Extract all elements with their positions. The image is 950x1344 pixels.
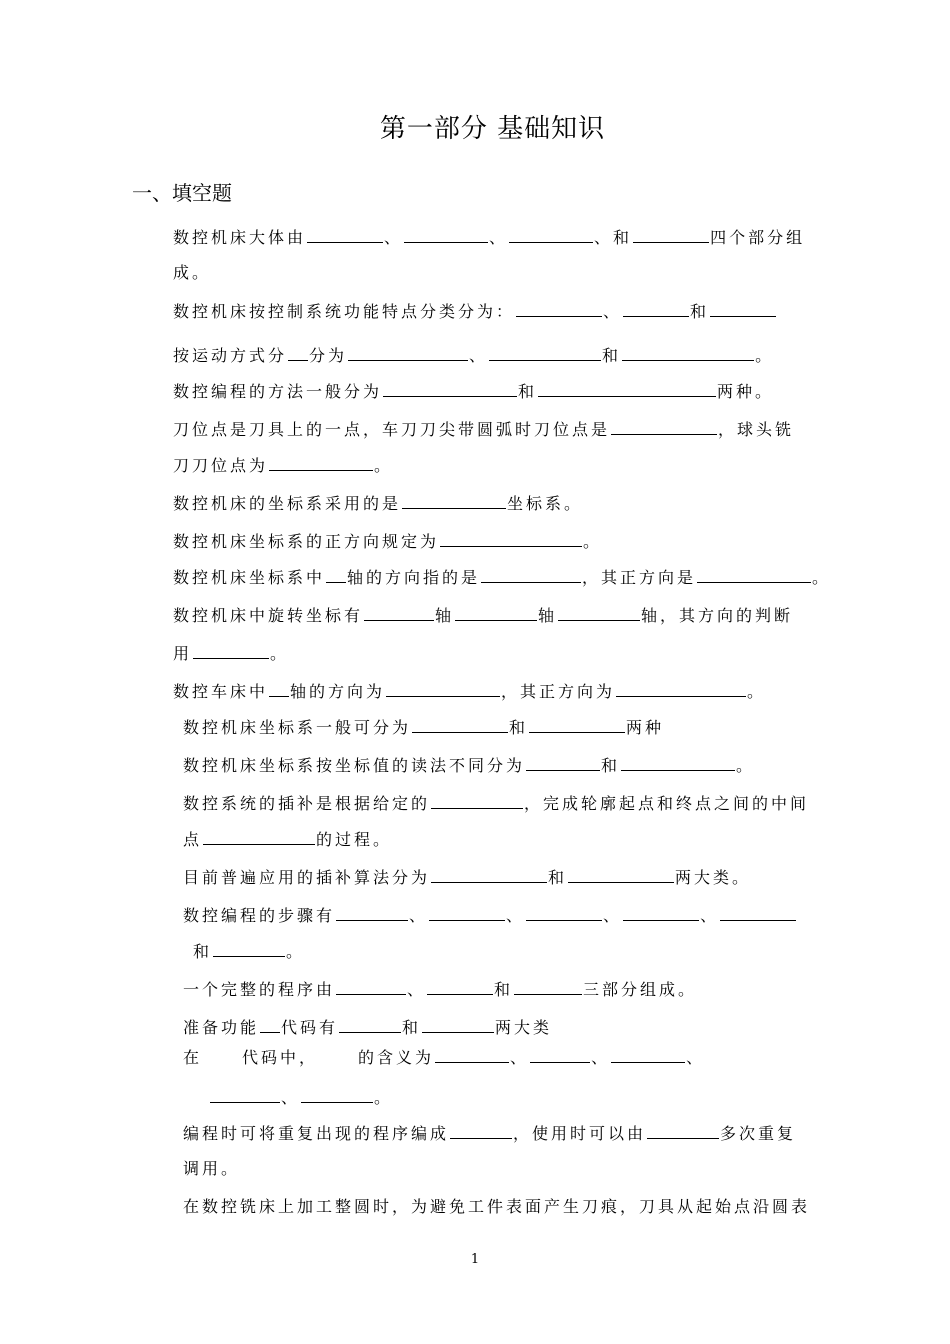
answer-blank[interactable]	[386, 680, 500, 697]
question-text: 调用。	[183, 1159, 241, 1178]
question-line	[183, 754, 755, 777]
answer-blank[interactable]	[516, 300, 602, 317]
question-text: 三部分组成。	[583, 980, 698, 999]
question-text: 、	[510, 1048, 530, 1067]
answer-blank[interactable]	[422, 1016, 494, 1033]
answer-blank[interactable]	[633, 226, 709, 243]
question-line	[183, 1158, 240, 1180]
answer-blank[interactable]	[213, 940, 285, 957]
question-text: 轴的方向指的是	[347, 568, 481, 587]
question-text: 用	[173, 644, 193, 663]
question-line	[173, 454, 393, 477]
question-text: 数控机床的坐标系采用的是	[173, 494, 402, 513]
question-text: 和	[193, 942, 213, 961]
answer-blank[interactable]	[431, 792, 523, 809]
answer-blank[interactable]	[404, 226, 488, 243]
question-line	[183, 904, 797, 927]
page-number: 1	[470, 1252, 480, 1267]
answer-blank[interactable]	[611, 1046, 685, 1063]
answer-blank[interactable]	[489, 344, 601, 361]
question-text: 、和	[594, 228, 633, 247]
answer-blank[interactable]	[697, 566, 811, 583]
question-text: 刀位点是刀具上的一点，车刀刀尖带圆弧时刀位点是	[173, 420, 611, 439]
question-text: 、	[603, 906, 623, 925]
question-line	[173, 344, 774, 367]
question-text: 数控机床中旋转坐标有	[173, 606, 364, 625]
question-text: 、	[469, 346, 489, 365]
question-line	[209, 1086, 393, 1109]
question-line	[173, 300, 777, 323]
question-text: 、	[603, 302, 623, 321]
question-text: 两种	[626, 718, 665, 737]
answer-blank[interactable]	[269, 454, 373, 471]
answer-blank[interactable]	[339, 1016, 401, 1033]
question-text: 编程时可将重复出现的程序编成	[183, 1124, 450, 1143]
question-text: 两大类	[495, 1018, 553, 1037]
question-line	[183, 1122, 796, 1145]
question-text: 、	[489, 228, 509, 247]
question-line	[183, 978, 697, 1001]
question-line	[173, 226, 805, 249]
answer-blank[interactable]	[538, 380, 716, 397]
question-line	[183, 828, 392, 851]
answer-blank[interactable]	[514, 978, 582, 995]
question-text: 多次重复	[720, 1124, 797, 1143]
answer-blank[interactable]	[348, 344, 468, 361]
question-line	[173, 492, 583, 515]
question-text: 。	[747, 682, 767, 701]
question-text: 数控机床坐标系按坐标值的读法不同分为	[183, 756, 526, 775]
question-line	[173, 380, 774, 403]
question-text: 和	[602, 346, 622, 365]
question-text: 数控机床大体由	[173, 228, 307, 247]
question-text: ，使用时可以由	[513, 1124, 647, 1143]
question-line	[183, 792, 809, 815]
question-text: 分为	[309, 346, 348, 365]
question-text: 四个部分组	[710, 228, 806, 247]
question-text: ，完成轮廓起点和终点之间的中间	[524, 794, 810, 813]
question-text: 和	[601, 756, 621, 775]
answer-blank[interactable]	[412, 716, 508, 733]
question-line	[173, 418, 794, 441]
answer-blank[interactable]	[336, 978, 406, 995]
question-text: 和	[548, 868, 568, 887]
section-heading: 一、填空题	[132, 181, 232, 205]
question-text: 两大类。	[675, 868, 752, 887]
answer-blank[interactable]	[455, 604, 537, 621]
question-text: 、	[700, 906, 720, 925]
question-text: 和	[518, 382, 538, 401]
answer-blank[interactable]	[450, 1122, 512, 1139]
answer-blank[interactable]	[568, 866, 674, 883]
answer-blank[interactable]	[526, 754, 600, 771]
question-text: 数控编程的步骤有	[183, 906, 336, 925]
question-text: 、	[281, 1088, 301, 1107]
question-text: 、	[384, 228, 404, 247]
question-line	[183, 1196, 810, 1218]
question-text: 数控系统的插补是根据给定的	[183, 794, 431, 813]
question-text: 、	[506, 906, 526, 925]
question-text: 数控车床中	[173, 682, 269, 701]
question-text: 轴的方向为	[290, 682, 386, 701]
question-text: 、	[407, 980, 427, 999]
question-line	[173, 530, 602, 553]
answer-blank[interactable]	[440, 530, 582, 547]
question-text: 。	[736, 756, 756, 775]
question-text: 在	[183, 1048, 203, 1067]
question-text: 在数控铣床上加工整圆时，为避免工件表面产生刀痕，刀具从起始点沿圆表	[183, 1197, 811, 1216]
question-line	[173, 262, 211, 284]
answer-blank[interactable]	[530, 1046, 590, 1063]
question-text: 和	[509, 718, 529, 737]
question-text: 、	[409, 906, 429, 925]
question-text: 代码有	[281, 1018, 339, 1037]
question-line	[183, 1016, 552, 1039]
question-text: 数控编程的方法一般分为	[173, 382, 383, 401]
answer-blank[interactable]	[611, 418, 717, 435]
question-line	[173, 680, 766, 703]
question-text: 按运动方式分	[173, 346, 288, 365]
answer-blank[interactable]	[383, 380, 517, 397]
question-text: 数控机床按控制系统功能特点分类分为：	[173, 302, 516, 321]
answer-blank[interactable]	[647, 1122, 719, 1139]
question-text: 和	[402, 1018, 422, 1037]
question-line	[183, 866, 751, 889]
question-line	[173, 566, 831, 589]
answer-blank[interactable]	[336, 904, 408, 921]
question-text: 的过程。	[316, 830, 393, 849]
answer-blank[interactable]	[427, 978, 493, 995]
answer-blank[interactable]	[623, 904, 699, 921]
question-text: 数控机床坐标系一般可分为	[183, 718, 412, 737]
answer-blank[interactable]	[720, 904, 796, 921]
answer-blank[interactable]	[435, 1046, 509, 1063]
question-text: 数控机床坐标系中	[173, 568, 326, 587]
question-text: 刀刀位点为	[173, 456, 269, 475]
question-text: ，其正方向为	[501, 682, 616, 701]
answer-blank[interactable]	[481, 566, 581, 583]
question-text: 准备功能	[183, 1018, 260, 1037]
question-text: ，其正方向是	[582, 568, 697, 587]
question-text: 轴	[435, 606, 455, 625]
question-text: 成。	[173, 263, 212, 282]
answer-blank[interactable]	[710, 300, 776, 317]
question-text: 目前普遍应用的插补算法分为	[183, 868, 431, 887]
answer-blank[interactable]	[431, 866, 547, 883]
question-text: 的含义为	[358, 1048, 435, 1067]
question-text: 。	[812, 568, 832, 587]
answer-blank[interactable]	[509, 226, 593, 243]
answer-blank[interactable]	[260, 1016, 280, 1033]
answer-blank[interactable]	[210, 1086, 280, 1103]
question-text: 两种。	[717, 382, 775, 401]
answer-blank[interactable]	[429, 904, 505, 921]
answer-blank[interactable]	[402, 492, 506, 509]
question-text: 。	[583, 532, 603, 551]
question-text: 轴	[538, 606, 558, 625]
question-text: 、	[591, 1048, 611, 1067]
answer-blank[interactable]	[203, 828, 315, 845]
answer-blank[interactable]	[622, 344, 754, 361]
question-text: 一个完整的程序由	[183, 980, 336, 999]
question-text: 。	[286, 942, 306, 961]
answer-blank[interactable]	[193, 642, 269, 659]
question-line	[183, 1046, 705, 1069]
answer-blank[interactable]	[301, 1086, 373, 1103]
page-title: 第一部分 基础知识	[379, 114, 606, 144]
question-line	[193, 940, 305, 963]
question-text: 坐标系。	[507, 494, 584, 513]
answer-blank[interactable]	[623, 300, 689, 317]
answer-blank[interactable]	[288, 344, 308, 361]
question-text: 轴，其方向的判断	[641, 606, 794, 625]
question-text: 。	[374, 1088, 394, 1107]
question-line	[173, 642, 289, 665]
answer-blank[interactable]	[616, 680, 746, 697]
question-text: 和	[690, 302, 710, 321]
answer-blank[interactable]	[269, 680, 289, 697]
question-text: ，球头铣	[718, 420, 795, 439]
question-text: 代码中，	[242, 1048, 319, 1067]
question-text: 数控机床坐标系的正方向规定为	[173, 532, 440, 551]
question-text: 和	[494, 980, 514, 999]
question-text: 点	[183, 830, 203, 849]
answer-blank[interactable]	[326, 566, 346, 583]
question-line	[173, 604, 793, 627]
answer-blank[interactable]	[526, 904, 602, 921]
question-text: 。	[374, 456, 394, 475]
answer-blank[interactable]	[307, 226, 383, 243]
question-line	[183, 716, 664, 739]
answer-blank[interactable]	[364, 604, 434, 621]
question-text: 、	[686, 1048, 706, 1067]
answer-blank[interactable]	[529, 716, 625, 733]
answer-blank[interactable]	[621, 754, 735, 771]
question-text: 。	[755, 346, 775, 365]
question-text: 。	[270, 644, 290, 663]
answer-blank[interactable]	[558, 604, 640, 621]
